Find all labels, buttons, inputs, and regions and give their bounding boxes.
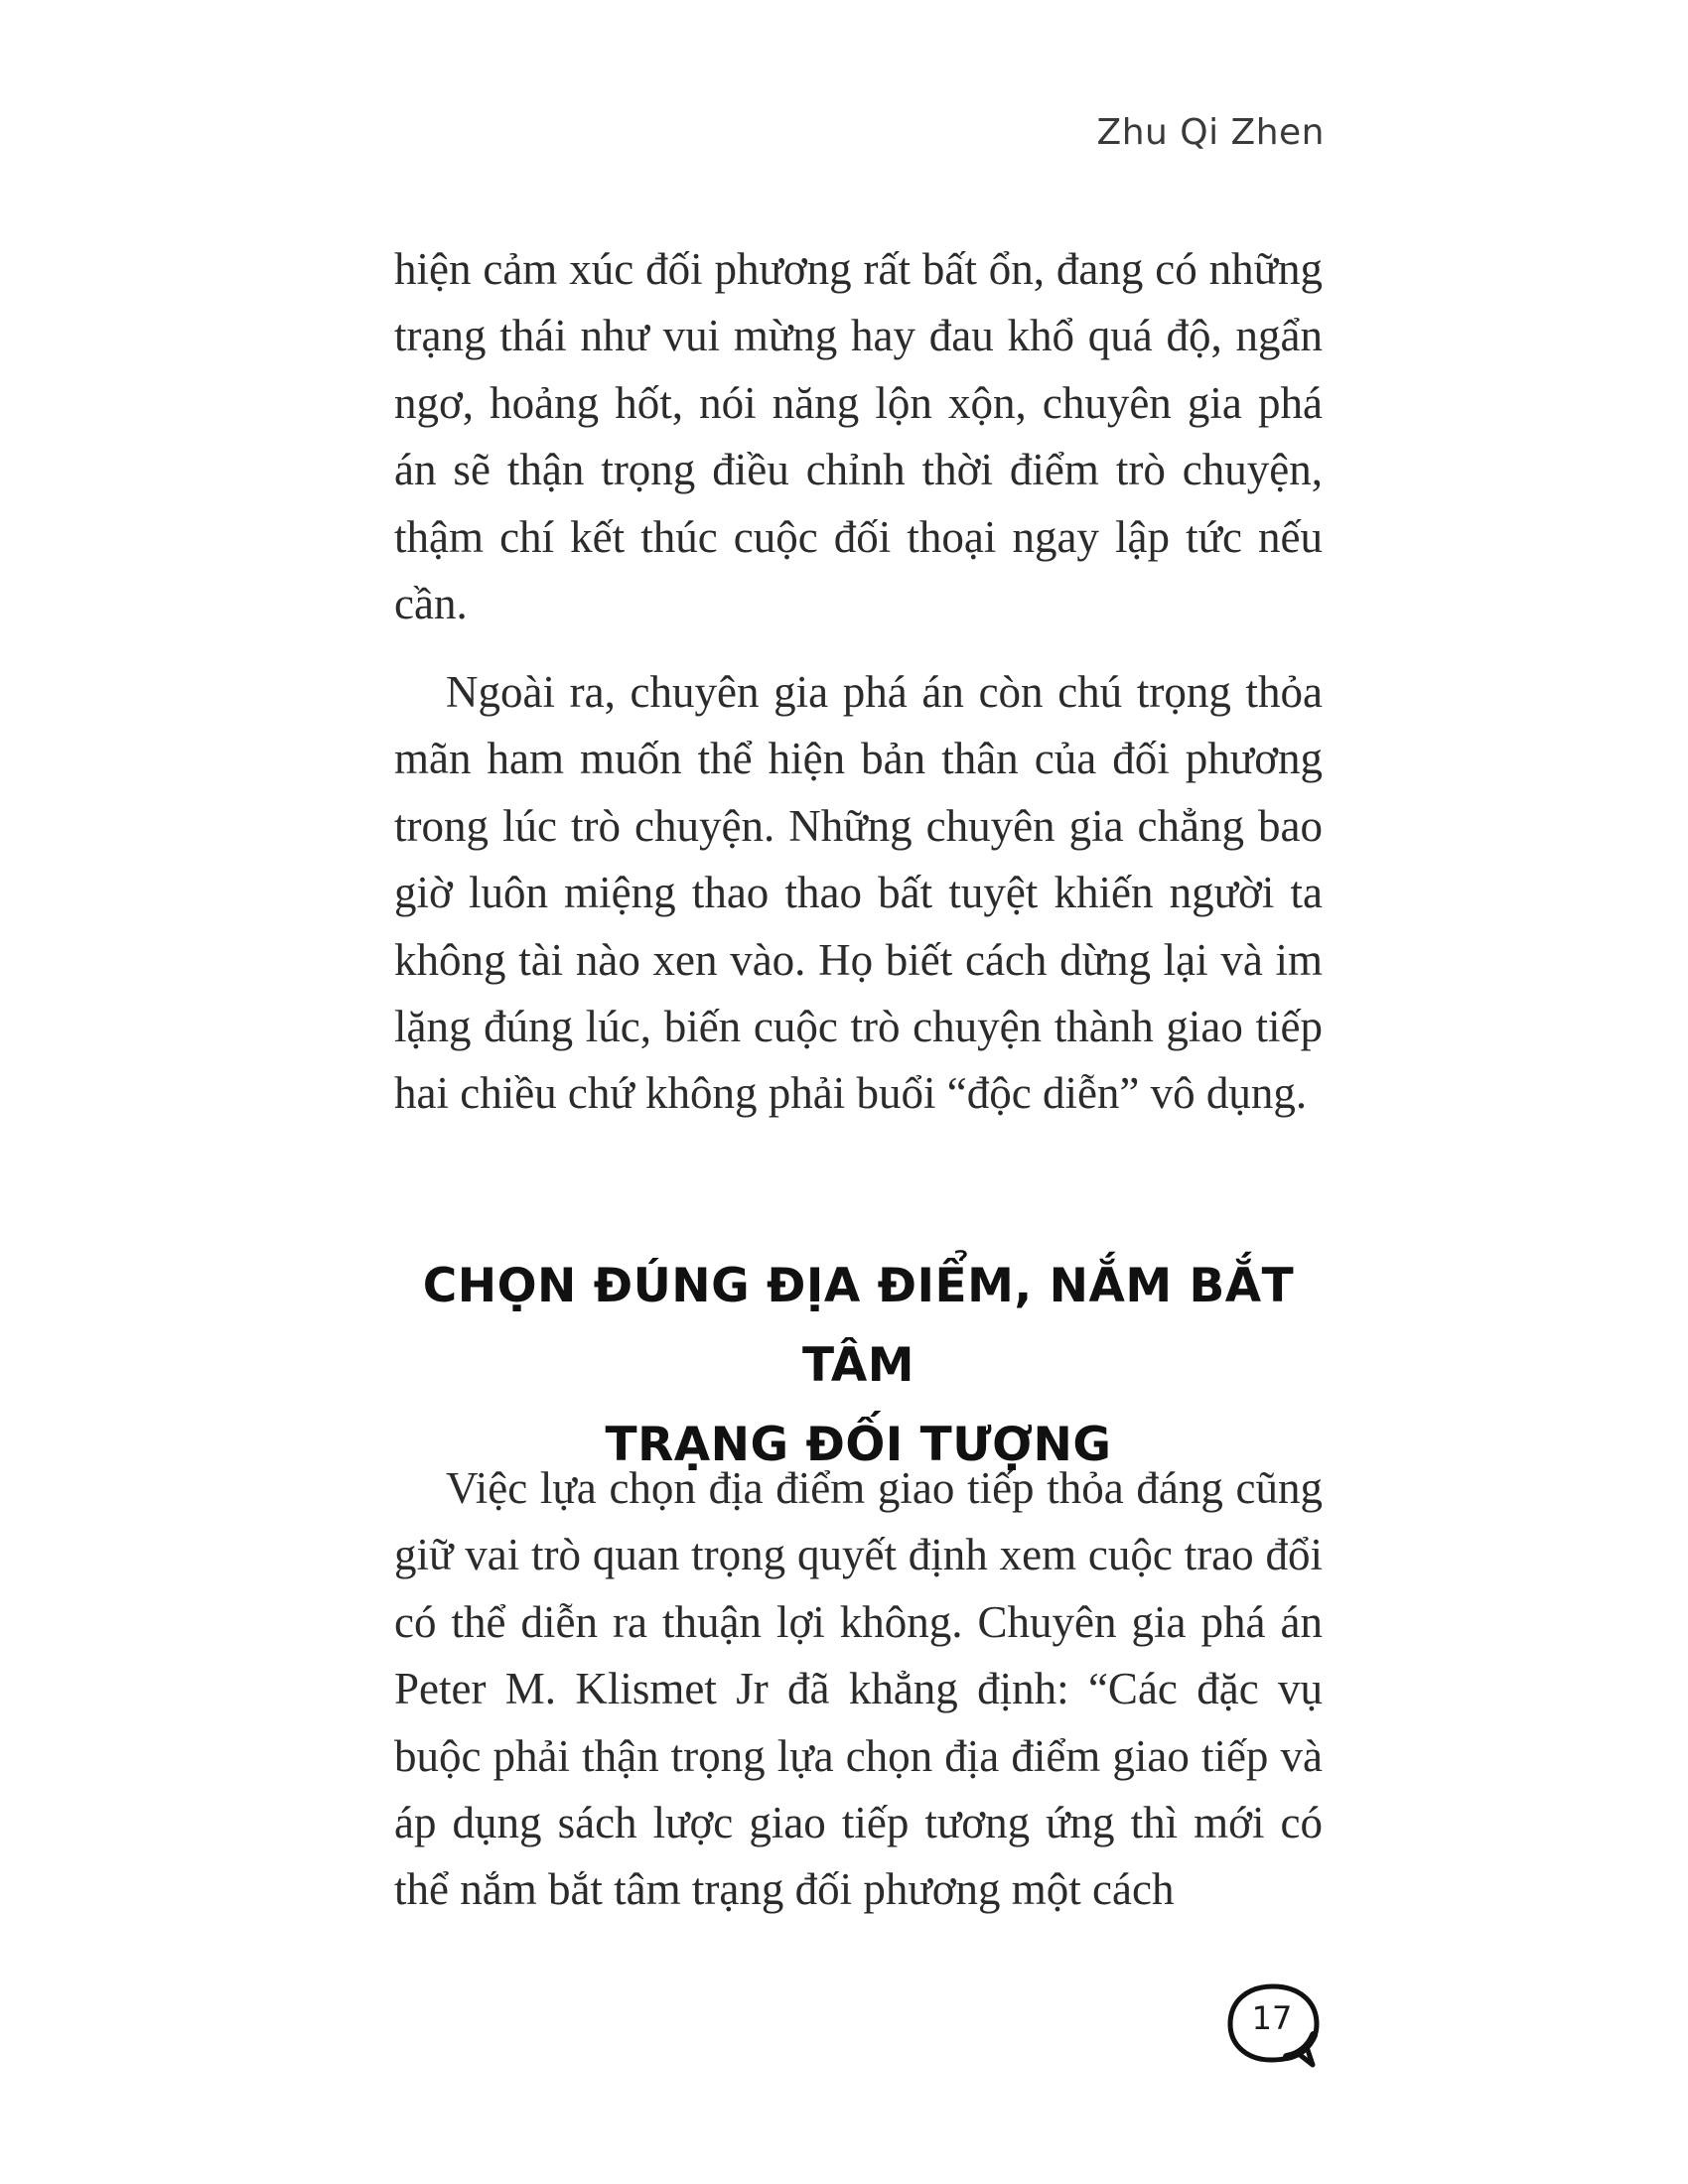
- paragraph-text: Ngoài ra, chuyên gia phá án còn chú trọng thỏa mãn ham muốn thể hiện bản thân của đối phương trong lúc trò chuyện. Những chuyên gia chẳng bao giờ luôn miệng thao thao bất tuyệt khiến người ta không tài nào xen vào. Họ biết cách dừng lại và im lặng đúng lúc, biến cuộc trò chuyện thành giao tiếp hai chiều chứ không phải buổi “độc diễn” vô dụng.: [394, 667, 1323, 1119]
- section-heading: [394, 1247, 1323, 1485]
- section-heading-line-2: TRẠNG ĐỐI TƯỢNG: [605, 1418, 1112, 1472]
- section-heading-line-1: CHỌN ĐÚNG ĐỊA ĐIỂM, NẮM BẮT TÂM: [422, 1259, 1295, 1393]
- body-paragraph: [394, 659, 1323, 1128]
- paragraph-text: hiện cảm xúc đối phương rất bất ổn, đang có những trạng thái như vui mừng hay đau khổ quá độ, ngẩn ngơ, hoảng hốt, nói năng lộn xộn, chuyên gia phá án sẽ thận trọng điều chỉnh thời điểm trò chuyện, thậm chí kết thúc cuộc đối thoại ngay lập tức nếu cần.: [394, 244, 1323, 629]
- page-number: 17: [1251, 1999, 1293, 2037]
- page-number-badge: [1225, 1981, 1321, 2069]
- body-paragraph: [394, 236, 1323, 637]
- body-paragraph: [394, 1455, 1323, 1924]
- paragraph-text: Việc lựa chọn địa điểm giao tiếp thỏa đáng cũng giữ vai trò quan trọng quyết định xem cuộc trao đổi có thể diễn ra thuận lợi không. Chuyên gia phá án Peter M. Klismet Jr đã khẳng định: “Các đặc vụ buộc phải thận trọng lựa chọn địa điểm giao tiếp và áp dụng sách lược giao tiếp tương ứng thì mới có thể nắm bắt tâm trạng đối phương một cách: [394, 1463, 1323, 1915]
- running-header-author: Zhu Qi Zhen: [1096, 112, 1325, 153]
